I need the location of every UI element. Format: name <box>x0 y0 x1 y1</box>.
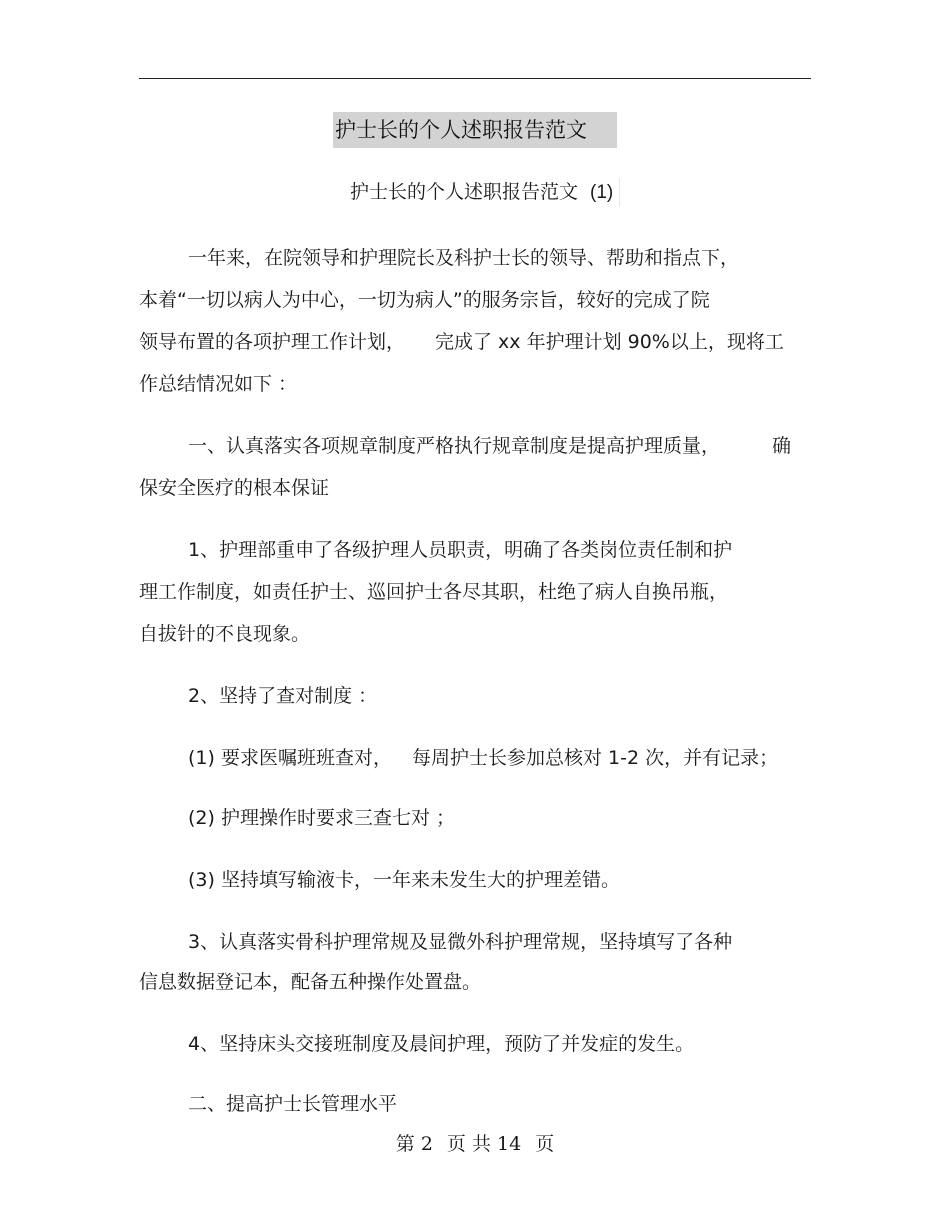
paragraph-line: 2、坚持了查对制度 ： <box>188 685 378 707</box>
paragraph-line: 信息数据登记本，配备五种操作处置盘。 <box>139 971 482 993</box>
section-heading-line: 二、提高护士长管理水平 <box>188 1093 398 1115</box>
footer-suffix: 页 <box>535 1133 555 1155</box>
paragraph-line: (2) 护理操作时要求三查七对 ； <box>188 807 455 829</box>
paragraph-line: 自拔针的不良现象。 <box>139 623 311 645</box>
paragraph-line: (3) 坚持填写输液卡，一年来未发生大的护理差错。 <box>188 869 620 891</box>
paragraph-line <box>139 328 784 356</box>
paragraph-line: 作总结情况如下 ： <box>139 373 298 395</box>
paragraph-line: 1、护理部重申了各级护理人员职责，明确了各类岗位责任制和护 <box>188 539 733 561</box>
title-container <box>0 112 950 148</box>
text-segment: 一、认真落实各项规章制度严格执行规章制度是提高护理质量， <box>188 435 721 457</box>
paragraph-line: 3、认真落实骨科护理常规及显微外科护理常规，坚持填写了各种 <box>188 931 733 953</box>
text-segment: 领导布置的各项护理工作计划， <box>139 331 406 353</box>
document-title: 护士长的个人述职报告范文 <box>333 112 617 148</box>
subtitle <box>350 178 620 207</box>
section-heading-line: 保安全医疗的根本保证 <box>139 477 330 499</box>
text-segment: 确 <box>772 435 792 457</box>
text-segment: (1) 要求医嘱班班查对， <box>188 747 392 769</box>
subtitle-text: 护士长的个人述职报告范文 <box>350 181 579 203</box>
header-rule <box>139 78 811 79</box>
text-segment: 每周护士长参加总核对 1-2 次，并有记录； <box>411 747 779 769</box>
subtitle-number: (1) <box>590 182 614 203</box>
paragraph-line: 理工作制度，如责任护士、巡回护士各尽其职，杜绝了病人自换吊瓶， <box>139 581 729 603</box>
paragraph-line: 4、坚持床头交接班制度及晨间护理，预防了并发症的发生。 <box>188 1033 695 1055</box>
footer-prefix: 第 2 <box>395 1133 433 1155</box>
paragraph-line: 本着“一切以病人为中心，一切为病人”的服务宗旨，较好的完成了院 <box>139 289 710 311</box>
paragraph-line <box>188 744 778 772</box>
text-segment: 完成了 xx 年护理计划 90%以上，现将工 <box>435 331 784 353</box>
footer-mid: 页 共 14 <box>446 1133 522 1155</box>
section-heading-line <box>188 432 791 460</box>
page-footer <box>0 1130 950 1158</box>
paragraph-line: 一年来，在院领导和护理院长及科护士长的领导、帮助和指点下， <box>188 247 740 269</box>
